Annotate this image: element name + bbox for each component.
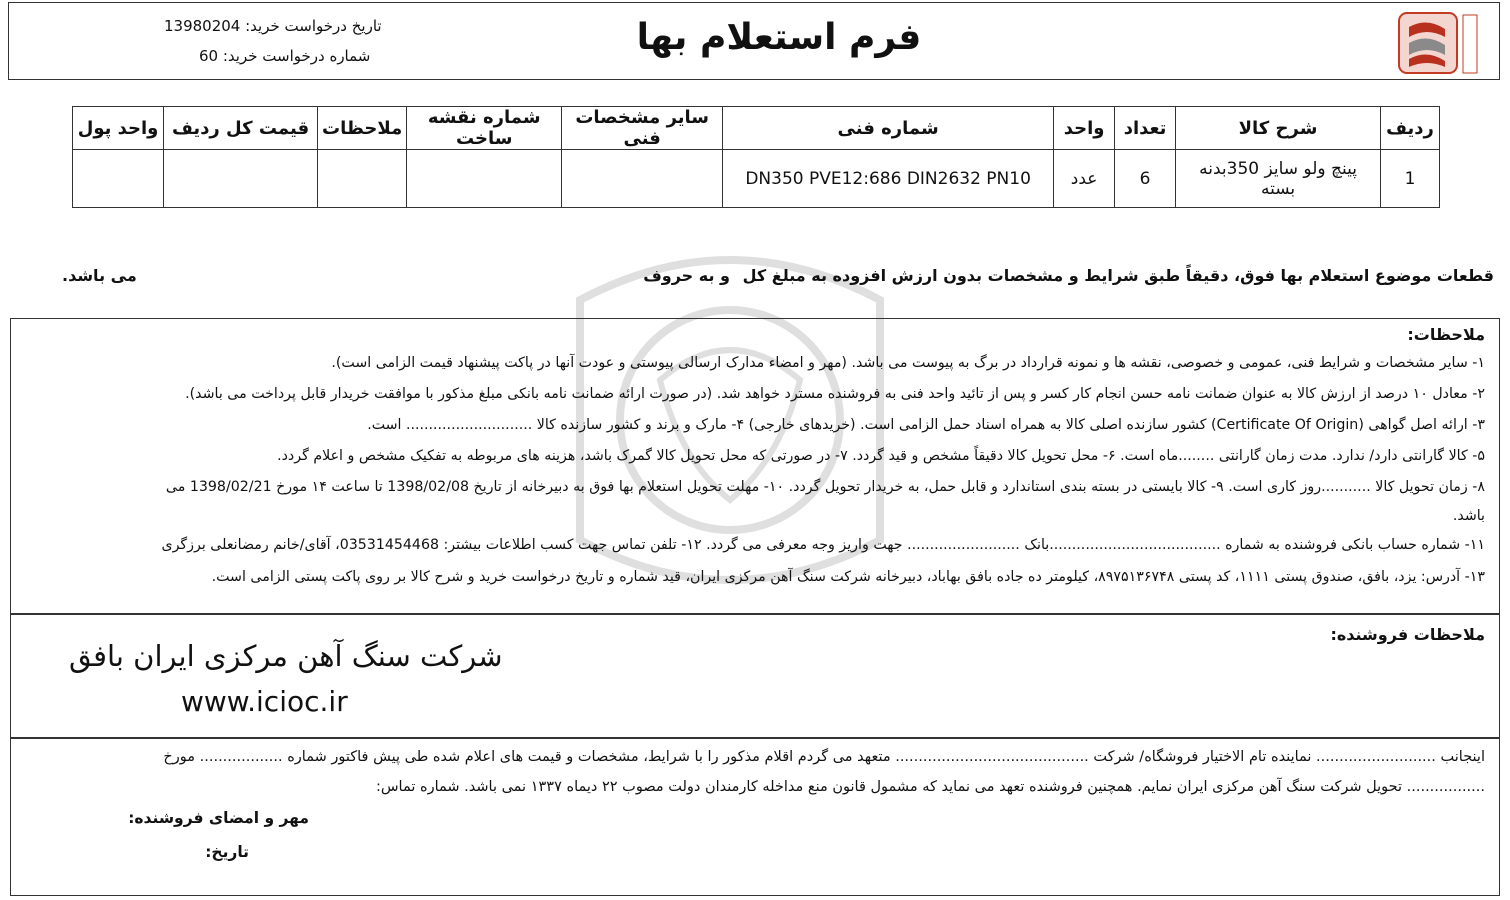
col-tech-number: شماره فنی	[723, 107, 1054, 150]
amount-in-words-label: و به حروف	[643, 266, 730, 285]
cell-unit: عدد	[1054, 150, 1115, 208]
commitment-line-1: اینجانب .......................... نماینده تام الاختیار فروشگاه/ شرکت .......................................... متعهد می گردم اقلام مذکور را با شرایط، مشخصات و قیمت های اعلام شده طی پیش فاکتور شماره .................. مورخ	[163, 749, 1485, 765]
commitment-line-2: ................. تحویل شرکت سنگ آهن مرکزی ایران نمایم. همچنین فروشنده تعهد می نماید که مشمول قانون منع مداخله کارمندان دولت مصوب ۲۲ دیماه ۱۳۳۷ نمی باشد. شماره تماس:	[375, 779, 1485, 795]
col-quantity: تعداد	[1115, 107, 1176, 150]
col-drawing-number: شماره نقشه ساخت	[407, 107, 562, 150]
cell-tech-number: DN350 PVE12:686 DIN2632 PN10	[723, 150, 1054, 208]
cell-currency[interactable]	[73, 150, 164, 208]
note-line: ۱۳- آدرس: یزد، بافق، صندوق پستی ۱۱۱۱، کد پستی ۸۹۷۵۱۳۶۷۴۸، کیلومتر ده جاده بافق بهاباد، دبیرخانه شرکت سنگ آهن مرکزی ایران، قید شماره و تاریخ درخواست خرید و شرح کالا بر روی پاکت پستی الزامی است.	[211, 569, 1485, 585]
request-number: شماره درخواست خرید: 60	[199, 47, 371, 65]
cell-total-price[interactable]	[164, 150, 318, 208]
page-title: فرم استعلام بها	[636, 17, 922, 58]
request-date: تاریخ درخواست خرید: 13980204	[164, 17, 382, 35]
cell-remarks[interactable]	[318, 150, 407, 208]
signature-date-label: تاریخ:	[205, 843, 249, 861]
cell-quantity: 6	[1115, 150, 1176, 208]
note-line: ۱- سایر مشخصات و شرایط فنی، عمومی و خصوصی، نقشه ها و نمونه قرارداد در برگ به پیوست می باشد. (مهر و امضاء مدارک ارسالی پیوستی و عودت آنها در پاکت پیشنهاد قیمت الزامی است).	[331, 355, 1485, 371]
note-line: ۳- ارائه اصل گواهی (Certificate Of Origin) کشور سازنده اصلی کالا به همراه اسناد حمل الزامی است. (خریدهای خارجی) ۴- مارک و برند و کشور سازنده کالا ............................ است.	[367, 417, 1485, 433]
table-header-row	[73, 107, 1440, 150]
cell-row: 1	[1381, 150, 1440, 208]
notes-section	[10, 318, 1500, 614]
cell-description: پینچ ولو سایز 350بدنه بسته	[1176, 150, 1381, 208]
note-line: باشد.	[1452, 508, 1485, 524]
seller-signature-label: مهر و امضای فروشنده:	[128, 809, 309, 827]
cell-drawing-number[interactable]	[407, 150, 562, 208]
commitment-section	[10, 738, 1500, 896]
col-currency: واحد پول	[73, 107, 164, 150]
note-line: ۱۱- شماره حساب بانکی فروشنده به شماره ......................................بانک ......................... جهت واریز وجه معرفی می گردد. ۱۲- تلفن تماس جهت کسب اطلاعات بیشتر: 03531454468، آقای/خانم رمضانعلی برزگری	[161, 537, 1485, 553]
note-line: ۵- کالا گارانتی دارد/ ندارد. مدت زمان گارانتی ........ماه است. ۶- محل تحویل کالا دقیقاً مشخص و قید گردد. ۷- در صورتی که محل تحویل کالا گمرک باشد، هزینه های مربوطه به تفکیک مشخص و اعلام گردد.	[277, 448, 1485, 464]
note-line: ۲- معادل ۱۰ درصد از ارزش کالا به عنوان ضمانت نامه حسن انجام کار کسر و پس از تائید واحد فنی به فروشنده مسترد خواهد شد. (در صورت ارائه ضمانت نامه بانکی مبلغ مذکور با موافقت خریدار قابل پرداخت می باشد).	[185, 386, 1485, 402]
company-website: www.icioc.ir	[181, 685, 348, 718]
col-unit: واحد	[1054, 107, 1115, 150]
col-remarks: ملاحظات	[318, 107, 407, 150]
note-line: ۸- زمان تحویل کالا ...........روز کاری است. ۹- کالا بایستی در بسته بندی استاندارد و قابل حمل، به خریدار تحویل گردد. ۱۰- مهلت تحویل استعلام بها فوق به دبیرخانه از تاریخ 1398/02/08 تا ساعت ۱۴ مورخ 1398/02/21 می	[165, 479, 1485, 495]
cell-other-specs[interactable]	[562, 150, 723, 208]
notes-title: ملاحظات:	[1407, 325, 1485, 344]
company-name: شرکت سنگ آهن مرکزی ایران بافق	[69, 639, 503, 673]
items-table	[72, 106, 1440, 208]
col-total-price: قیمت کل ردیف	[164, 107, 318, 150]
form-header	[8, 2, 1500, 80]
col-row: ردیف	[1381, 107, 1440, 150]
seller-remarks-title: ملاحظات فروشنده:	[1330, 625, 1485, 644]
table-row	[73, 150, 1440, 208]
quote-sentence-end: می باشد.	[62, 266, 137, 285]
seller-remarks-section	[10, 614, 1500, 738]
col-other-specs: سایر مشخصات فنی	[562, 107, 723, 150]
quote-sentence: قطعات موضوع استعلام بها فوق، دقیقاً طبق شرایط و مشخصات بدون ارزش افزوده به مبلغ کل	[742, 266, 1494, 285]
company-logo	[1393, 9, 1485, 79]
col-description: شرح کالا	[1176, 107, 1381, 150]
